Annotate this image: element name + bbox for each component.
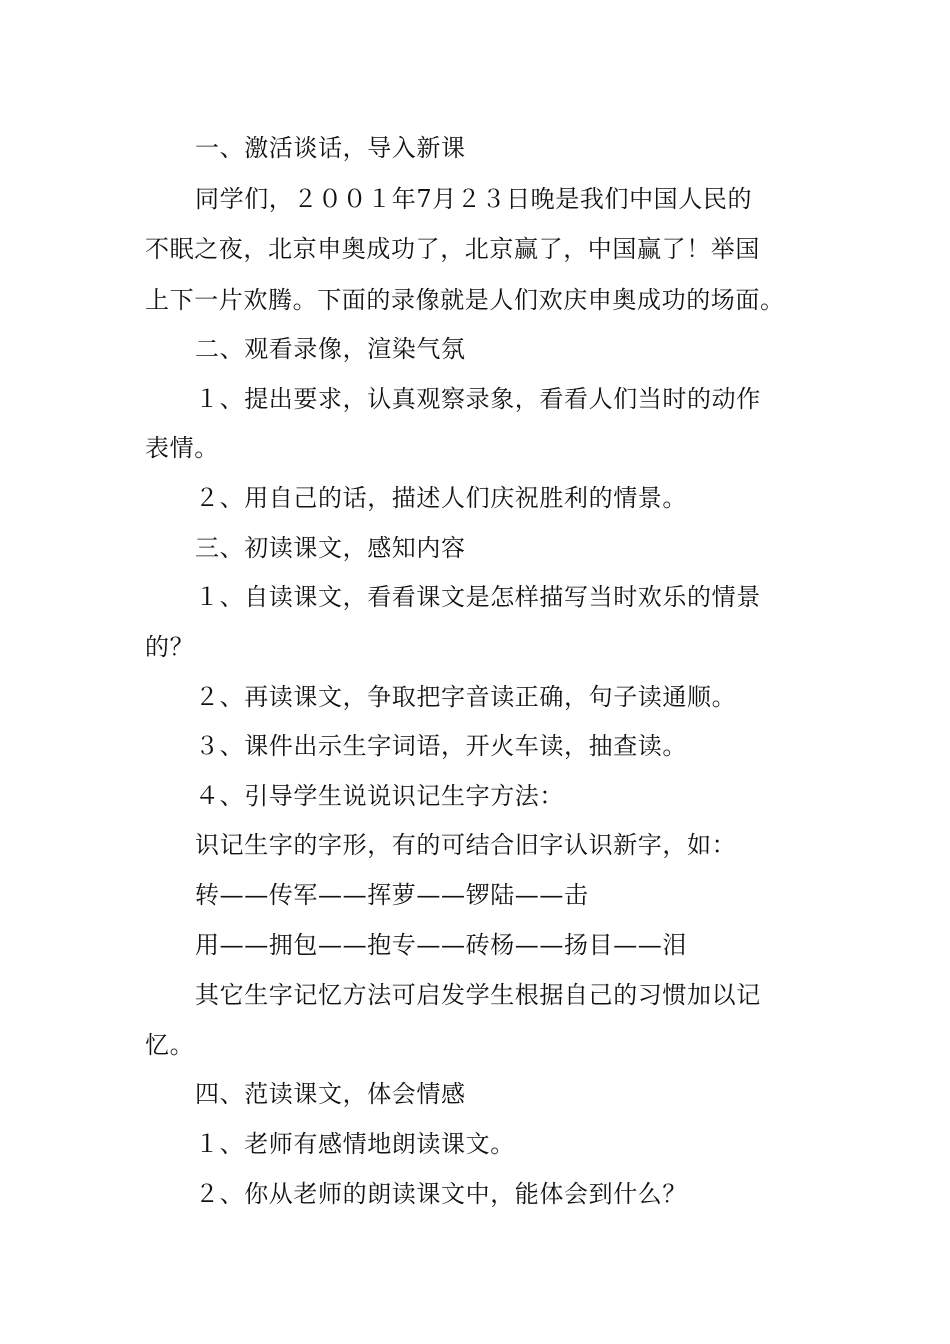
character-pairs-line: 转——传军——挥萝——锣陆——击 [195,881,589,909]
character-pairs-line: 用——拥包——抱专——砖杨——扬目——泪 [195,931,687,959]
paragraph-line: 识记生字的字形，有的可结合旧字认识新字，如： [195,831,737,859]
paragraph-line: 其它生字记忆方法可启发学生根据自己的习惯加以记 [195,981,761,1009]
paragraph-line: 同学们，２００１年7月２３日晚是我们中国人民的 [195,185,753,213]
list-item: １、提出要求，认真观察录象，看看人们当时的动作 [195,385,761,413]
list-item: ２、再读课文，争取把字音读正确，句子读通顺。 [195,683,737,711]
heading-3: 三、初读课文，感知内容 [195,534,466,562]
list-item: ２、你从老师的朗读课文中，能体会到什么？ [195,1180,687,1208]
list-item-continuation: 的？ [145,633,195,661]
list-item: ３、课件出示生字词语，开火车读，抽查读。 [195,732,687,760]
list-item-continuation: 表情。 [145,434,219,462]
paragraph-line: 不眠之夜，北京申奥成功了，北京赢了，中国赢了！举国 [145,235,760,263]
list-item: １、老师有感情地朗读课文。 [195,1130,515,1158]
list-item: １、自读课文，看看课文是怎样描写当时欢乐的情景 [195,583,761,611]
list-item: ４、引导学生说说识记生字方法： [195,782,564,810]
list-item: ２、用自己的话，描述人们庆祝胜利的情景。 [195,484,687,512]
paragraph-line: 忆。 [145,1031,195,1059]
heading-2: 二、观看录像，渲染气氛 [195,335,466,363]
paragraph-line: 上下一片欢腾。下面的录像就是人们欢庆申奥成功的场面。 [145,286,785,314]
heading-4: 四、范读课文，体会情感 [195,1080,466,1108]
heading-1: 一、激活谈话，导入新课 [195,134,466,162]
